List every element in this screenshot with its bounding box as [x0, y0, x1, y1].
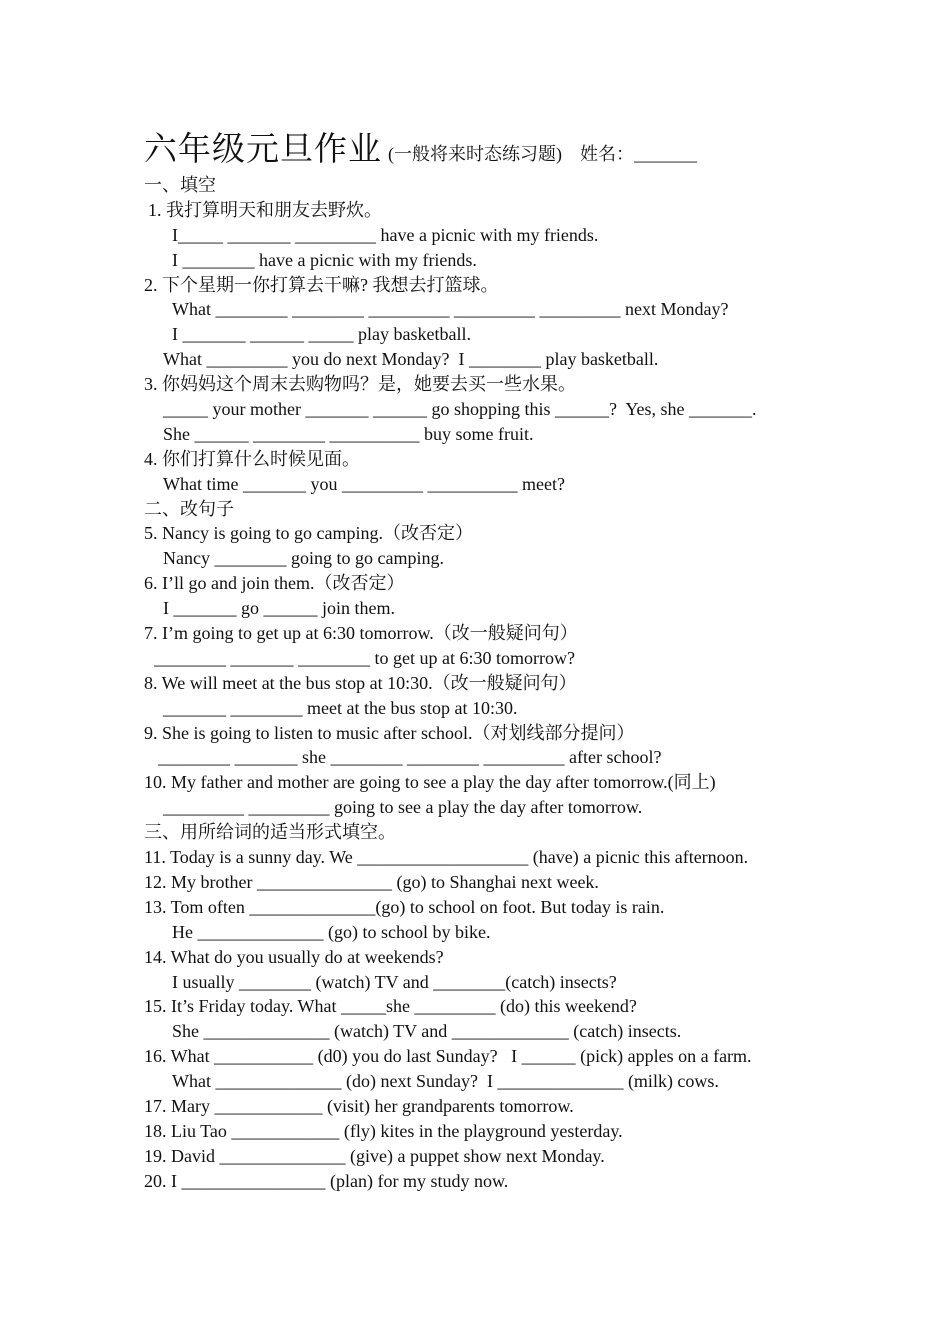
exercise-line: 1. 我打算明天和朋友去野炊。	[148, 199, 382, 220]
exercise-line: 11. Today is a sunny day. We ___________________ (have) a picnic this afternoon.	[144, 847, 749, 868]
exercise-line: He ______________ (go) to school by bike.	[172, 921, 491, 942]
page-title: 六年级元旦作业	[144, 132, 382, 168]
exercise-line: 14. What do you usually do at weekends?	[144, 946, 444, 967]
exercise-line: 7. I’m going to get up at 6:30 tomorrow.（改一般疑问句）	[144, 623, 578, 644]
exercise-line: 一、填空	[144, 175, 216, 195]
exercise-line: I ________ have a picnic with my friends.	[172, 249, 477, 270]
exercise-line: What _________ you do next Monday? I ________ play basketball.	[163, 349, 659, 370]
exercise-line: 3. 你妈妈这个周末去购物吗？是，她要去买一些水果。	[144, 374, 576, 395]
exercise-line: 16. What ___________ (d0) you do last Sunday? I ______ (pick) apples on a farm.	[144, 1046, 752, 1067]
name-field: 姓名：_______	[580, 144, 697, 164]
exercise-line: 4. 你们打算什么时候见面。	[144, 448, 360, 469]
exercise-line: 9. She is going to listen to music after school.（对划线部分提问）	[144, 722, 635, 743]
exercise-line: What ________ ________ _________ _________ _________ next Monday?	[172, 299, 729, 320]
exercise-line: 19. David ______________ (give) a puppet show next Monday.	[144, 1145, 605, 1166]
exercise-line: She ______________ (watch) TV and _____________ (catch) insects.	[172, 1021, 682, 1042]
exercise-line: 5. Nancy is going to go camping.（改否定）	[144, 523, 473, 544]
exercise-line: 20. I ________________ (plan) for my study now.	[144, 1170, 509, 1191]
exercise-body	[0, 173, 950, 1194]
exercise-line: 18. Liu Tao ____________ (fly) kites in the playground yesterday.	[144, 1120, 623, 1141]
exercise-line: 10. My father and mother are going to see a play the day after tomorrow.(同上)	[144, 772, 716, 793]
exercise-line: 三、用所给词的适当形式填空。	[144, 822, 396, 843]
exercise-line: _____ your mother _______ ______ go shopping this ______? Yes, she _______.	[163, 399, 757, 420]
exercise-line: 8. We will meet at the bus stop at 10:30.（改一般疑问句）	[144, 672, 577, 693]
exercise-line: 6. I’ll go and join them.（改否定）	[144, 573, 405, 594]
exercise-line: Nancy ________ going to go camping.	[163, 548, 444, 569]
exercise-line: What time _______ you _________ __________ meet?	[163, 473, 565, 494]
exercise-line: 15. It’s Friday today. What _____she _________ (do) this weekend?	[144, 996, 637, 1017]
exercise-line: 17. Mary ____________ (visit) her grandparents tomorrow.	[144, 1095, 574, 1116]
exercise-line: 12. My brother _______________ (go) to Shanghai next week.	[144, 871, 599, 892]
worksheet-header	[144, 130, 697, 176]
exercise-line: She ______ ________ __________ buy some fruit.	[163, 423, 534, 444]
page-subtitle: (一般将来时态练习题)	[388, 144, 562, 164]
exercise-line: ________ _______ ________ to get up at 6:30 tomorrow?	[154, 647, 575, 668]
exercise-line: What ______________ (do) next Sunday? I ______________ (milk) cows.	[172, 1071, 719, 1092]
exercise-line: 二、改句子	[144, 498, 234, 519]
exercise-line: ________ _______ she ________ ________ _________ after school?	[158, 747, 662, 768]
exercise-line: I_____ _______ _________ have a picnic with my friends.	[172, 224, 599, 245]
exercise-line: I usually ________ (watch) TV and ________(catch) insects?	[172, 971, 617, 992]
exercise-line: I _______ ______ _____ play basketball.	[172, 324, 471, 345]
exercise-line: _______ ________ meet at the bus stop at 10:30.	[163, 697, 518, 718]
exercise-line: I _______ go ______ join them.	[163, 598, 395, 619]
exercise-line: 2. 下个星期一你打算去干嘛? 我想去打篮球。	[144, 274, 499, 295]
exercise-line: 13. Tom often ______________(go) to school on foot. But today is rain.	[144, 896, 665, 917]
exercise-line: _________ _________ going to see a play the day after tomorrow.	[163, 797, 643, 818]
